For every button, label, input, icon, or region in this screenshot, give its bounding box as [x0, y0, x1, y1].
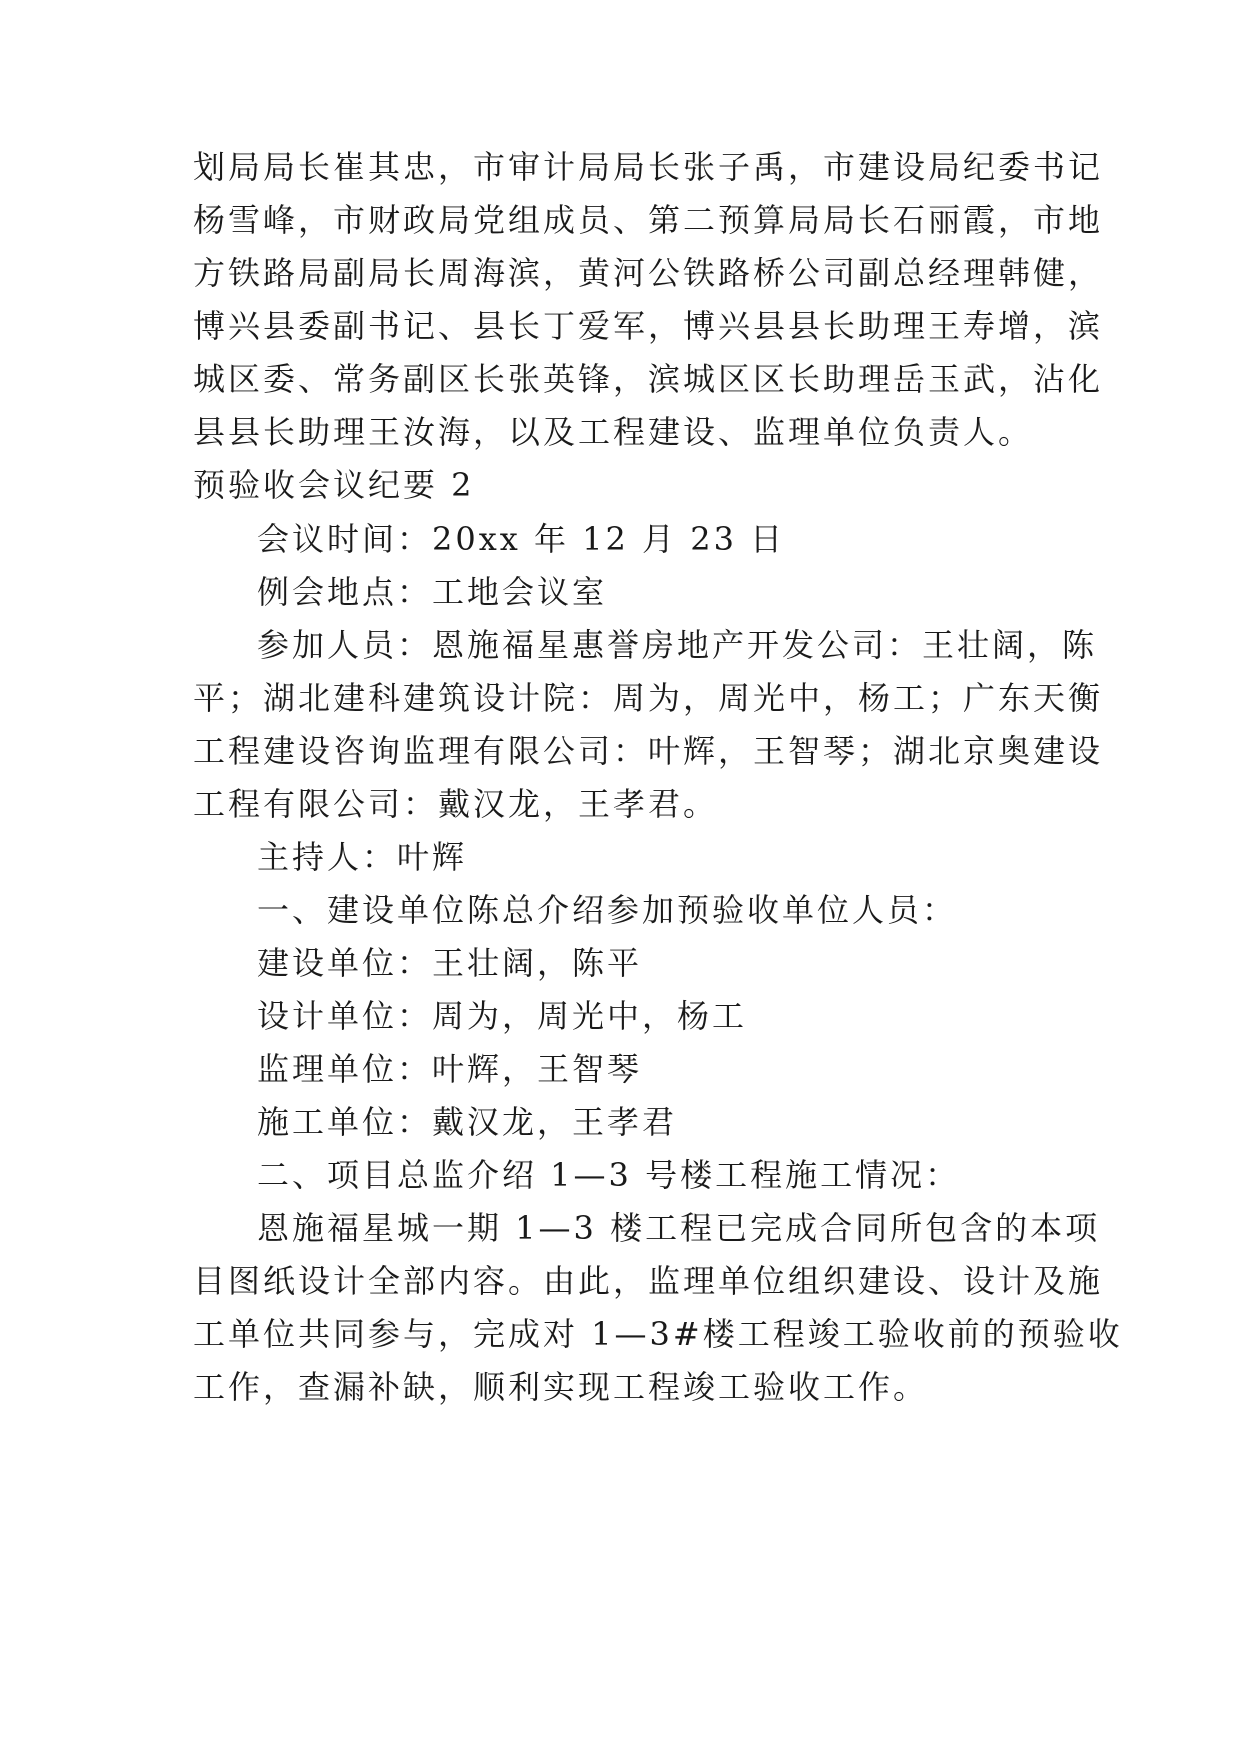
intro-line-6: 县县长助理王汝海，以及工程建设、监理单位负责人。: [193, 413, 1034, 451]
participants-line-3: 工程建设咨询监理有限公司：叶辉，王智琴；湖北京奥建设: [193, 732, 1104, 770]
participants-line-4: 工程有限公司：戴汉龙，王孝君。: [193, 785, 719, 823]
host-line: 主持人：叶辉: [257, 838, 468, 876]
unit-design: 设计单位：周为，周光中，杨工: [257, 997, 748, 1035]
meeting-time: 会议时间：20xx 年 12 月 23 日: [257, 520, 786, 558]
body-line-2: 目图纸设计全部内容。由此，监理单位组织建设、设计及施: [193, 1262, 1104, 1300]
intro-line-2: 杨雪峰，市财政局党组成员、第二预算局局长石丽霞，市地: [193, 201, 1104, 239]
body-line-1: 恩施福星城一期 1—3 楼工程已完成合同所包含的本项: [257, 1209, 1101, 1247]
participants-line-1: 参加人员：恩施福星惠誉房地产开发公司：王壮阔，陈: [257, 626, 1098, 664]
meeting-place: 例会地点：工地会议室: [257, 573, 608, 611]
intro-line-1: 划局局长崔其忠，市审计局局长张子禹，市建设局纪委书记: [193, 148, 1104, 186]
item-two: 二、项目总监介绍 1—3 号楼工程施工情况：: [257, 1156, 961, 1194]
intro-line-3: 方铁路局副局长周海滨，黄河公铁路桥公司副总经理韩健，: [193, 254, 1104, 292]
body-line-4: 工作，查漏补缺，顺利实现工程竣工验收工作。: [193, 1368, 929, 1406]
unit-supervision: 监理单位：叶辉，王智琴: [257, 1050, 643, 1088]
item-one: 一、建设单位陈总介绍参加预验收单位人员：: [257, 891, 958, 929]
unit-contractor: 施工单位：戴汉龙，王孝君: [257, 1103, 678, 1141]
unit-construction: 建设单位：王壮阔，陈平: [257, 944, 643, 982]
intro-line-5: 城区委、常务副区长张英锋，滨城区区长助理岳玉武，沾化: [193, 360, 1104, 398]
section-title: 预验收会议纪要 2: [193, 466, 475, 504]
participants-line-2: 平；湖北建科建筑设计院：周为，周光中，杨工；广东天衡: [193, 679, 1104, 717]
body-line-3: 工单位共同参与，完成对 1—3#楼工程竣工验收前的预验收: [193, 1315, 1123, 1353]
intro-line-4: 博兴县委副书记、县长丁爱军，博兴县县长助理王寿增，滨: [193, 307, 1104, 345]
